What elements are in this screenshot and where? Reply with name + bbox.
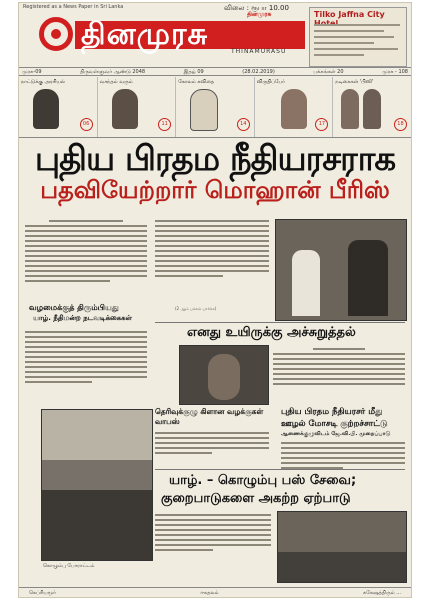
- paper-tagline: தினமுரசு: [247, 11, 272, 18]
- registration-note: Registered as a News Paper in Sri Lanka: [23, 4, 124, 10]
- drawing-image: [190, 89, 218, 131]
- left-subhead-second: யாழ். நீதிமன்ற நடவடிக்கைகள்: [33, 314, 132, 322]
- footer-left: கெப்ரியமூர்: [29, 589, 56, 596]
- court-story-text: [25, 328, 147, 386]
- continued-note: (2 ஆம் பக்கம் பார்க்க): [175, 306, 217, 311]
- mid-headline: தெரிவுக்குழு கிளான வழக்குகள் வாபஸ்: [155, 407, 264, 426]
- bus-story-text: [155, 511, 271, 554]
- info-date-tamil: திருவள்ளுவர் ஆண்டு 2048: [80, 68, 146, 75]
- right-story-text: [281, 439, 405, 472]
- teaser-item[interactable]: [255, 77, 334, 137]
- portrait-photo: [112, 89, 138, 129]
- teaser-item[interactable]: [176, 77, 255, 137]
- mid-story-text: [155, 217, 269, 280]
- info-date: (28.02.2019): [242, 68, 275, 75]
- teaser-caption: வசந்தம் வரும்: [99, 79, 133, 85]
- teaser-caption: நாட்டுக்கு அரசியல்: [21, 79, 65, 85]
- paper-title: தினமுரசு: [81, 17, 209, 52]
- threat-headline: எனது உயிருக்கு அச்சுறுத்தல்: [187, 325, 356, 340]
- left-subhead: வழமைக்குத் திரும்பியது: [29, 303, 119, 312]
- protest-photo-caption: கொழும்பு போராட்டம்: [43, 563, 95, 569]
- teaser-item[interactable]: [19, 77, 98, 137]
- mid-headline-text: [155, 429, 269, 457]
- logo-mark-icon: [39, 17, 73, 51]
- info-left: முரசு-09: [22, 68, 42, 75]
- threat-story-text: [273, 345, 405, 388]
- page-footer: [19, 587, 411, 597]
- portrait-photo: [33, 89, 59, 129]
- advert-title: Tilko Jaffna City: [314, 10, 385, 19]
- teaser-strip: [19, 77, 411, 138]
- main-headline-second: பதவியேற்றார் மொஹான் பீரிஸ்: [40, 176, 390, 204]
- teaser-page: 18: [394, 118, 407, 131]
- footer-right: சுகேஷத்திரும் ...: [363, 589, 401, 596]
- bus-meeting-photo: [277, 511, 407, 583]
- masthead: [19, 3, 411, 69]
- teaser-caption: நடிகைகள் 'பிஸி': [335, 79, 374, 85]
- teaser-item[interactable]: [98, 77, 177, 137]
- info-section: முரசு - 108: [382, 68, 408, 75]
- info-pages: பக்கங்கள் 20: [313, 68, 344, 75]
- portrait-large-photo: [179, 345, 269, 405]
- swearing-in-photo: [275, 219, 407, 321]
- right-headline: புதிய பிரதம நீதியரசர் மீது: [281, 407, 383, 417]
- main-headline: புதிய பிரதம நீதியரசராக: [34, 139, 396, 179]
- right-headline-third: ஆணைக்குழுவிடம் ஜே.வி.பி. முறைப்பாடு: [281, 431, 391, 437]
- lead-story-text: [25, 217, 147, 285]
- teaser-caption: கோலம் கவிதை: [178, 79, 215, 85]
- right-headline-second: ஊழல் மோசடி குற்றச்சாட்டு: [281, 419, 388, 429]
- info-issue: இதழ் 09: [183, 68, 204, 75]
- paper-subtitle: THINAMURASU: [231, 48, 287, 55]
- hotel-advert: [309, 7, 407, 67]
- teaser-page: 14: [237, 118, 250, 131]
- portrait-photo: [363, 89, 381, 129]
- price-label: விலை : ரூபா 10.00: [224, 4, 289, 12]
- issue-info-row: [19, 67, 411, 76]
- teaser-item[interactable]: [333, 77, 411, 137]
- portrait-photo: [341, 89, 359, 129]
- bus-headline-second: குறைபாடுகளை அகற்ற ஏற்பாடு: [161, 491, 351, 506]
- teaser-caption: விருதிப்பேர்: [256, 79, 285, 85]
- bus-headline: யாழ். – கொழும்பு பஸ் சேவை;: [169, 473, 357, 488]
- footer-mid: ஈகதலம்: [200, 589, 219, 596]
- newspaper-page: [18, 2, 412, 598]
- teaser-page: 17: [315, 118, 328, 131]
- protest-photo: [41, 409, 153, 561]
- teaser-page: 06: [80, 118, 93, 131]
- teaser-page: 11: [158, 118, 171, 131]
- portrait-photo: [281, 89, 307, 129]
